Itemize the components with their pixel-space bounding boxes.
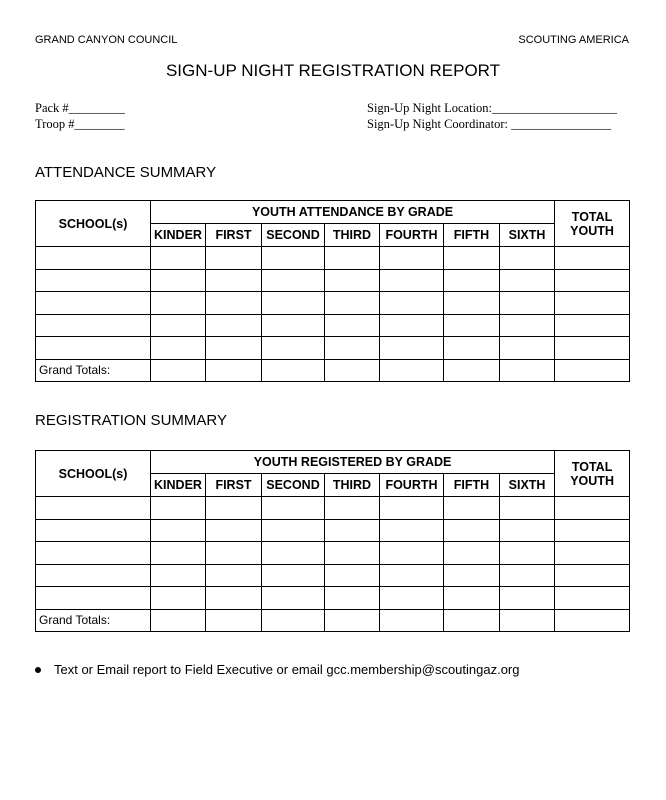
grand-totals-row	[36, 359, 630, 382]
instructions-bullet	[35, 662, 520, 677]
school-cell[interactable]	[36, 292, 151, 315]
table-cell[interactable]	[555, 314, 630, 337]
table-cell[interactable]	[380, 542, 444, 565]
table-cell[interactable]	[555, 292, 630, 315]
table-cell[interactable]	[555, 519, 630, 542]
table-cell[interactable]	[206, 314, 262, 337]
table-cell[interactable]	[555, 542, 630, 565]
grade-header: KINDER	[151, 224, 206, 247]
table-row	[36, 292, 630, 315]
table-cell[interactable]	[325, 519, 380, 542]
grade-header: KINDER	[151, 474, 206, 497]
table-cell[interactable]	[500, 337, 555, 360]
table-cell[interactable]	[555, 587, 630, 610]
table-cell[interactable]	[206, 542, 262, 565]
table-row	[36, 587, 630, 610]
school-cell[interactable]	[36, 314, 151, 337]
table-row	[36, 564, 630, 587]
table-row	[36, 337, 630, 360]
table-cell[interactable]	[380, 587, 444, 610]
table-cell[interactable]	[500, 542, 555, 565]
table-row	[36, 269, 630, 292]
table-cell[interactable]	[262, 609, 325, 632]
school-cell[interactable]	[36, 337, 151, 360]
table-cell[interactable]	[500, 292, 555, 315]
table-cell[interactable]	[151, 609, 206, 632]
table-cell[interactable]	[262, 314, 325, 337]
table-cell[interactable]	[380, 269, 444, 292]
table-cell[interactable]	[380, 359, 444, 382]
table-cell[interactable]	[380, 247, 444, 270]
table-row	[36, 497, 630, 520]
table-cell[interactable]	[380, 292, 444, 315]
table-cell[interactable]	[206, 337, 262, 360]
table-row	[36, 542, 630, 565]
attendance-rows	[36, 247, 630, 360]
table-cell[interactable]	[555, 359, 630, 382]
table-row	[36, 314, 630, 337]
table-cell[interactable]	[325, 269, 380, 292]
table-cell[interactable]	[206, 292, 262, 315]
table-cell[interactable]	[151, 564, 206, 587]
table-cell[interactable]	[262, 542, 325, 565]
table-cell[interactable]	[500, 587, 555, 610]
table-cell[interactable]	[151, 337, 206, 360]
attendance-section-title: ATTENDANCE SUMMARY	[35, 164, 217, 181]
table-cell[interactable]	[555, 497, 630, 520]
table-cell[interactable]	[151, 269, 206, 292]
table-cell[interactable]	[380, 337, 444, 360]
coordinator-field[interactable]: Sign-Up Night Coordinator: ________________	[367, 117, 612, 131]
table-cell[interactable]	[500, 269, 555, 292]
unit-fields	[35, 100, 125, 132]
table-cell[interactable]	[444, 564, 500, 587]
table-cell[interactable]	[444, 337, 500, 360]
grade-header: FIFTH	[444, 474, 500, 497]
school-header: SCHOOL(s)	[36, 451, 151, 497]
table-cell[interactable]	[325, 359, 380, 382]
location-field[interactable]: Sign-Up Night Location:____________________	[367, 101, 617, 115]
pack-field[interactable]: Pack #_________	[35, 101, 125, 115]
table-cell[interactable]	[325, 337, 380, 360]
table-cell[interactable]	[325, 564, 380, 587]
grade-header: THIRD	[325, 474, 380, 497]
table-cell[interactable]	[206, 519, 262, 542]
table-cell[interactable]	[500, 359, 555, 382]
table-cell[interactable]	[444, 359, 500, 382]
table-cell[interactable]	[444, 587, 500, 610]
table-cell[interactable]	[262, 497, 325, 520]
table-cell[interactable]	[500, 609, 555, 632]
table-cell[interactable]	[555, 269, 630, 292]
grand-totals-label: Grand Totals:	[36, 609, 151, 632]
registration-rows	[36, 497, 630, 610]
table-cell[interactable]	[151, 587, 206, 610]
table-cell[interactable]	[555, 609, 630, 632]
table-cell[interactable]	[151, 497, 206, 520]
table-cell[interactable]	[262, 292, 325, 315]
table-cell[interactable]	[500, 497, 555, 520]
table-row	[36, 247, 630, 270]
grade-header: FOURTH	[380, 224, 444, 247]
table-cell[interactable]	[262, 247, 325, 270]
event-fields	[367, 100, 617, 132]
table-cell[interactable]	[555, 564, 630, 587]
table-cell[interactable]	[325, 247, 380, 270]
table-cell[interactable]	[325, 314, 380, 337]
registration-grade-group-header: YOUTH REGISTERED BY GRADE	[151, 451, 555, 474]
table-cell[interactable]	[444, 314, 500, 337]
table-cell[interactable]	[206, 247, 262, 270]
table-row	[36, 519, 630, 542]
table-cell[interactable]	[325, 609, 380, 632]
school-cell[interactable]	[36, 247, 151, 270]
table-cell[interactable]	[380, 314, 444, 337]
table-cell[interactable]	[151, 247, 206, 270]
table-cell[interactable]	[444, 292, 500, 315]
table-cell[interactable]	[206, 497, 262, 520]
table-cell[interactable]	[500, 247, 555, 270]
school-cell[interactable]	[36, 269, 151, 292]
table-cell[interactable]	[206, 564, 262, 587]
table-cell[interactable]	[380, 564, 444, 587]
grade-header: SIXTH	[500, 474, 555, 497]
table-cell[interactable]	[325, 292, 380, 315]
grade-header: SECOND	[262, 474, 325, 497]
report-title: SIGN-UP NIGHT REGISTRATION REPORT	[165, 61, 501, 80]
registration-table	[35, 450, 630, 632]
table-cell[interactable]	[206, 609, 262, 632]
table-cell[interactable]	[325, 542, 380, 565]
table-cell[interactable]	[206, 587, 262, 610]
school-cell[interactable]	[36, 564, 151, 587]
table-cell[interactable]	[380, 497, 444, 520]
total-youth-header: TOTAL YOUTH	[555, 201, 630, 247]
council-name: GRAND CANYON COUNCIL	[35, 34, 178, 46]
table-cell[interactable]	[151, 542, 206, 565]
bullet-icon	[35, 667, 41, 673]
grade-header: FOURTH	[380, 474, 444, 497]
table-cell[interactable]	[151, 292, 206, 315]
grand-totals-row	[36, 609, 630, 632]
table-cell[interactable]	[151, 519, 206, 542]
grade-header: FIRST	[206, 474, 262, 497]
table-cell[interactable]	[555, 247, 630, 270]
table-cell[interactable]	[500, 314, 555, 337]
table-cell[interactable]	[555, 337, 630, 360]
table-cell[interactable]	[444, 609, 500, 632]
table-cell[interactable]	[262, 337, 325, 360]
grade-header: FIFTH	[444, 224, 500, 247]
table-cell[interactable]	[262, 269, 325, 292]
total-youth-header: TOTAL YOUTH	[555, 451, 630, 497]
grade-header: THIRD	[325, 224, 380, 247]
table-cell[interactable]	[444, 519, 500, 542]
school-cell[interactable]	[36, 497, 151, 520]
grade-header: SIXTH	[500, 224, 555, 247]
school-cell[interactable]	[36, 519, 151, 542]
table-cell[interactable]	[151, 314, 206, 337]
table-cell[interactable]	[262, 587, 325, 610]
table-cell[interactable]	[325, 497, 380, 520]
registration-section-title: REGISTRATION SUMMARY	[35, 412, 227, 429]
grade-header: SECOND	[262, 224, 325, 247]
attendance-table	[35, 200, 630, 382]
table-cell[interactable]	[262, 359, 325, 382]
table-cell[interactable]	[262, 564, 325, 587]
school-cell[interactable]	[36, 587, 151, 610]
troop-field[interactable]: Troop #________	[35, 117, 125, 131]
table-cell[interactable]	[262, 519, 325, 542]
organization-name: SCOUTING AMERICA	[518, 34, 629, 46]
table-cell[interactable]	[500, 564, 555, 587]
school-cell[interactable]	[36, 542, 151, 565]
table-cell[interactable]	[325, 587, 380, 610]
table-cell[interactable]	[444, 497, 500, 520]
table-cell[interactable]	[151, 359, 206, 382]
table-cell[interactable]	[206, 359, 262, 382]
table-cell[interactable]	[500, 519, 555, 542]
instructions-text: Text or Email report to Field Executive or email gcc.membership@scoutingaz.org	[54, 662, 520, 677]
table-cell[interactable]	[206, 269, 262, 292]
grade-header: FIRST	[206, 224, 262, 247]
table-cell[interactable]	[444, 542, 500, 565]
attendance-grade-group-header: YOUTH ATTENDANCE BY GRADE	[151, 201, 555, 224]
table-cell[interactable]	[380, 609, 444, 632]
table-cell[interactable]	[380, 519, 444, 542]
school-header: SCHOOL(s)	[36, 201, 151, 247]
grand-totals-label: Grand Totals:	[36, 359, 151, 382]
table-cell[interactable]	[444, 269, 500, 292]
table-cell[interactable]	[444, 247, 500, 270]
